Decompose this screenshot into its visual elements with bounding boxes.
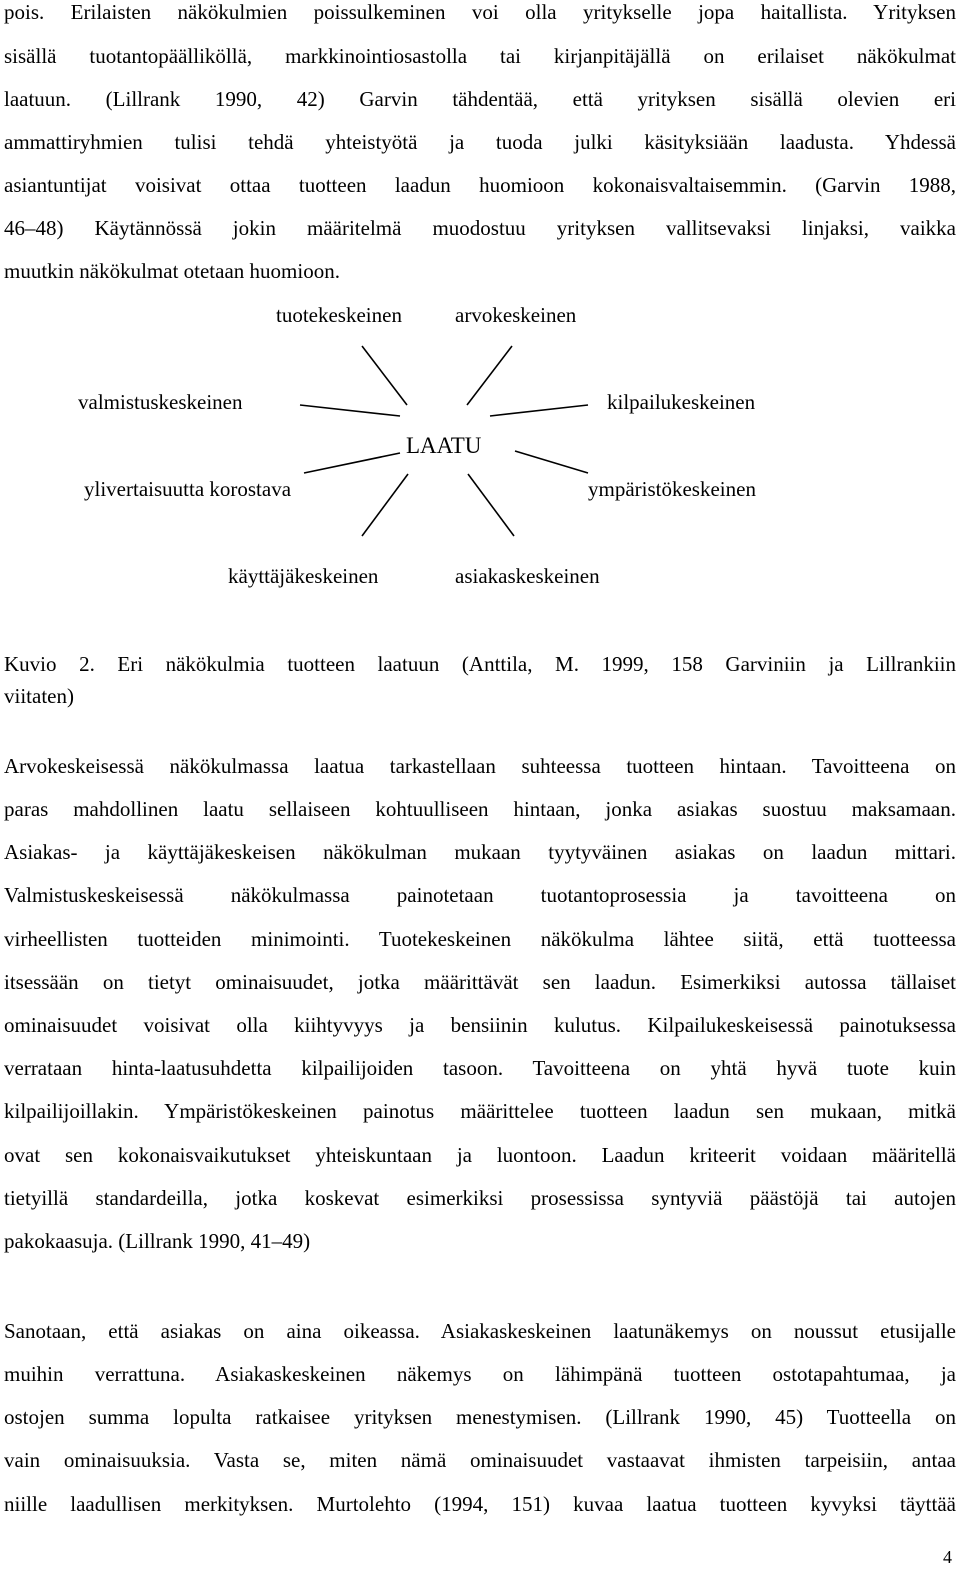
p3-line-4: vain ominaisuuksia. Vasta se, miten nämä ominaisuudet vastaavat ihmisten tarpeisiin, antaa (4, 1448, 956, 1472)
p3-line-1: Sanotaan, että asiakas on aina oikeassa. Asiakaskeskeinen laatunäkemys on noussut etusijalle (4, 1319, 956, 1343)
node-tuotekeskeinen: tuotekeskeinen (276, 303, 402, 327)
intro-line-6: 46–48) Käytännössä jokin määritelmä muodostuu yrityksen vallitsevaksi linjaksi, vaikka (4, 216, 956, 240)
p2-line-12: pakokaasuja. (Lillrank 1990, 41–49) (4, 1229, 311, 1253)
node-asiakaskeskeinen: asiakaskeskeinen (455, 564, 600, 588)
intro-line-1: pois. Erilaisten näkökulmien poissulkeminen voi olla yritykselle jopa haitallista. Yrityksen (4, 0, 956, 24)
connector-upper-right (490, 405, 588, 416)
p2-line-9: kilpailijoillakin. Ympäristökeskeinen painotus määrittelee tuotteen laadun sen mukaan, mitkä (4, 1099, 956, 1123)
p3-line-2: muihin verrattuna. Asiakaskeskeinen näkemys on lähimpänä tuotteen ostotapahtumaa, ja (4, 1362, 956, 1386)
p3-line-3: ostojen summa lopulta ratkaisee yrityksen menestymisen. (Lillrank 1990, 45) Tuotteella on (4, 1405, 956, 1429)
intro-line-7: muutkin näkökulmat otetaan huomioon. (4, 259, 340, 283)
p3-line-5: niille laadullisen merkityksen. Murtolehto (1994, 151) kuvaa laatua tuotteen kyvyksi täyttää (4, 1492, 956, 1516)
intro-line-3: laatuun. (Lillrank 1990, 42) Garvin tähdentää, että yrityksen sisällä olevien eri (4, 87, 956, 111)
p2-line-4: Valmistuskeskeisessä näkökulmassa painotetaan tuotantoprosessia ja tavoitteena on (4, 883, 956, 907)
intro-line-4: ammattiryhmien tulisi tehdä yhteistyötä ja tuoda julki käsityksiään laadusta. Yhdessä (4, 130, 956, 154)
p2-line-1: Arvokeskeisessä näkökulmassa laatua tarkastellaan suhteessa tuotteen hintaan. Tavoitteena on (4, 754, 956, 778)
p2-line-8: verrataan hinta-laatusuhdetta kilpailijoiden tasoon. Tavoitteena on yhtä hyvä tuote kuin (4, 1056, 956, 1080)
connector-bottom-right (468, 474, 514, 536)
connector-bottom-left (362, 474, 408, 536)
node-valmistuskeskeinen: valmistuskeskeinen (78, 390, 243, 414)
intro-line-2: sisällä tuotantopäälliköllä, markkinointiosastolla tai kirjanpitäjällä on erilaiset näkökulmat (4, 44, 956, 68)
p2-line-5: virheellisten tuotteiden minimointi. Tuotekeskeinen näkökulma lähtee siitä, että tuotteessa (4, 927, 956, 951)
caption-line-1: Kuvio 2. Eri näkökulmia tuotteen laatuun (Anttila, M. 1999, 158 Garviniin ja Lillrankiin (4, 652, 956, 676)
node-kilpailukeskeinen: kilpailukeskeinen (607, 390, 756, 414)
p2-line-7: ominaisuudet voisivat olla kiihtyvyys ja bensiinin kulutus. Kilpailukeskeisessä painotuksessa (4, 1013, 956, 1037)
node-arvokeskeinen: arvokeskeinen (455, 303, 577, 327)
node-kayttajakeskeinen: käyttäjäkeskeinen (228, 564, 379, 588)
p2-line-10: ovat sen kokonaisvaikutukset yhteiskuntaan ja luontoon. Laadun kriteerit voidaan määritellä (4, 1143, 956, 1167)
connector-lower-left (304, 453, 400, 473)
p2-line-2: paras mahdollinen laatu sellaiseen kohtuulliseen hintaan, jonka asiakas suostuu maksamaan. (4, 797, 956, 821)
node-laatu-center: LAATU (406, 433, 482, 458)
node-ymparistokeskeinen: ympäristökeskeinen (588, 477, 756, 501)
p2-line-6: itsessään on tietyt ominaisuudet, jotka määrittävät sen laadun. Esimerkiksi autossa tällaiset (4, 970, 956, 994)
intro-line-5: asiantuntijat voisivat ottaa tuotteen laadun huomioon kokonaisvaltaisemmin. (Garvin 1988, (4, 173, 956, 197)
connector-top-right (467, 346, 512, 405)
p2-line-11: tietyillä standardeilla, jotka koskevat esimerkiksi prosessissa syntyviä päästöjä tai autojen (4, 1186, 956, 1210)
connector-lower-right (515, 451, 588, 473)
page-number: 4 (943, 1547, 952, 1567)
connector-top-left (362, 346, 407, 405)
caption-line-2: viitaten) (4, 684, 74, 708)
node-ylivertaisuutta-korostava: ylivertaisuutta korostava (84, 477, 292, 501)
p2-line-3: Asiakas- ja käyttäjäkeskeisen näkökulman mukaan tyytyväinen asiakas on laadun mittari. (4, 840, 956, 864)
quality-perspectives-diagram (0, 290, 960, 600)
connector-upper-left (300, 405, 400, 416)
